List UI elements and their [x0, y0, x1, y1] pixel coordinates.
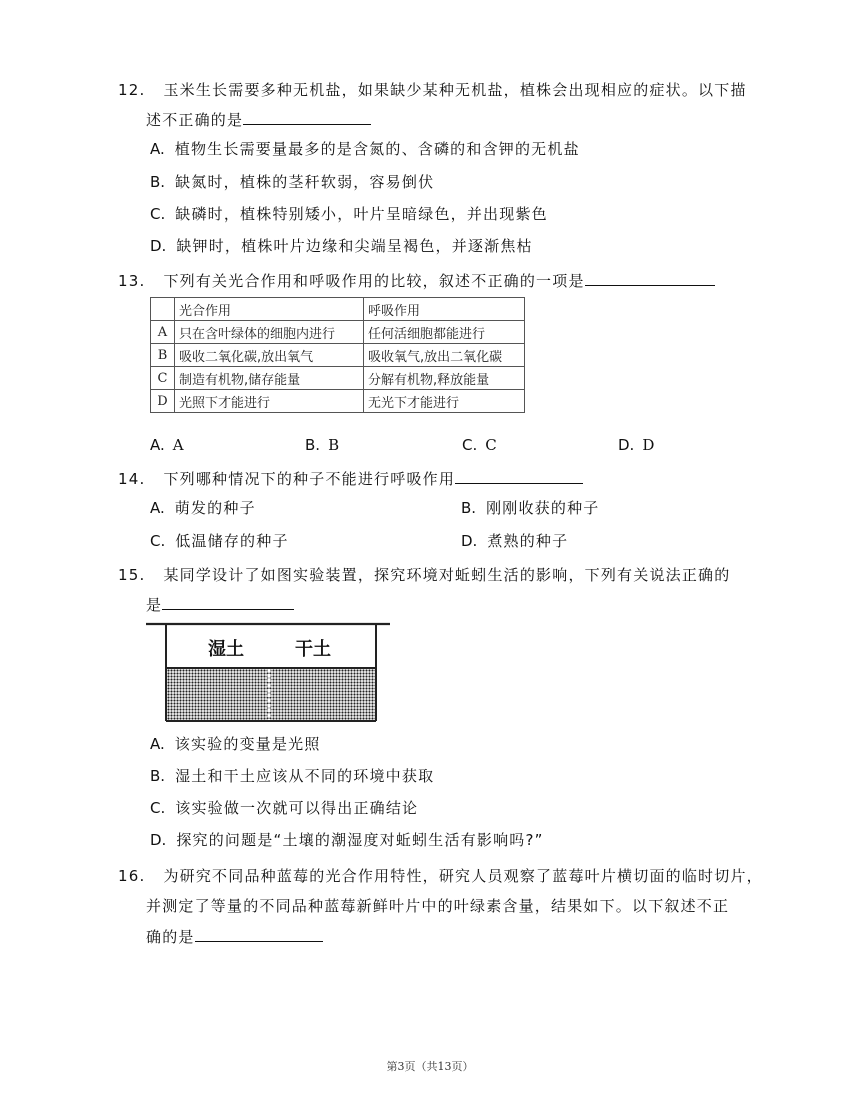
q12-number: 12. — [118, 81, 146, 99]
table-header-row — [151, 298, 525, 321]
table-row — [151, 344, 525, 367]
table-cell: 光照下才能进行 — [175, 390, 364, 413]
q12-stem-text: 玉米生长需要多种无机盐，如果缺少某种无机盐，植株会出现相应的症状。以下描 — [163, 81, 747, 99]
row-key: B — [151, 344, 175, 367]
table-cell: 任何活细胞都能进行 — [364, 321, 525, 344]
option-text: 低温储存的种子 — [175, 532, 289, 550]
q16-stem-line3 — [146, 927, 323, 946]
q13-number: 13. — [118, 272, 146, 290]
table-cell: 无光下才能进行 — [364, 390, 525, 413]
q13-option-a[interactable] — [150, 436, 184, 454]
table-cell: 吸收氧气,放出二氧化碳 — [364, 344, 525, 367]
option-label: D. — [150, 831, 167, 849]
q15-number: 15. — [118, 566, 146, 584]
q12-option-b[interactable] — [150, 173, 434, 191]
row-key: C — [151, 367, 175, 390]
q14-stem-text: 下列哪种情况下的种子不能进行呼吸作用 — [163, 470, 456, 488]
q12-stem-line2 — [146, 110, 371, 129]
answer-blank[interactable] — [455, 469, 583, 484]
q12-option-c[interactable] — [150, 205, 548, 223]
option-label: C. — [150, 799, 166, 817]
q14-number: 14. — [118, 470, 146, 488]
option-text: 缺钾时，植株叶片边缘和尖端呈褐色，并逐渐焦枯 — [176, 237, 533, 255]
option-label: C. — [462, 436, 478, 454]
table-cell: 只在含叶绿体的细胞内进行 — [175, 321, 364, 344]
dry-soil-label: 干土 — [295, 639, 331, 660]
option-label: A. — [150, 735, 165, 753]
option-text: 刚刚收获的种子 — [486, 499, 600, 517]
q16-stem-line2 — [146, 897, 729, 915]
option-label: A. — [150, 436, 165, 454]
row-key: A — [151, 321, 175, 344]
option-text: 萌发的种子 — [174, 499, 256, 517]
comparison-table — [150, 297, 525, 413]
q15-option-a[interactable] — [150, 735, 321, 753]
q15-option-d[interactable] — [150, 831, 544, 849]
table-row — [151, 390, 525, 413]
q14-option-d[interactable] — [461, 532, 568, 550]
option-text: 探究的问题是“土壤的潮湿度对蚯蚓生活有影响吗?” — [176, 831, 544, 849]
q15-stem-text: 某同学设计了如图实验装置，探究环境对蚯蚓生活的影响，下列有关说法正确的 — [163, 566, 731, 584]
option-label: D. — [618, 436, 635, 454]
q12-option-a[interactable] — [150, 140, 580, 158]
option-text: D — [642, 436, 655, 454]
option-text: B — [328, 436, 340, 454]
answer-blank[interactable] — [243, 110, 371, 125]
option-text: 湿土和干土应该从不同的环境中获取 — [175, 767, 435, 785]
option-label: D. — [461, 532, 478, 550]
option-label: C. — [150, 205, 166, 223]
q15-option-b[interactable] — [150, 767, 434, 785]
option-label: B. — [150, 173, 166, 191]
table-cell: 吸收二氧化碳,放出氧气 — [175, 344, 364, 367]
q14-option-a[interactable] — [150, 499, 256, 517]
option-label: A. — [150, 499, 165, 517]
answer-blank[interactable] — [162, 595, 294, 610]
option-text: 该实验做一次就可以得出正确结论 — [175, 799, 419, 817]
table-cell — [151, 298, 175, 321]
option-label: B. — [305, 436, 321, 454]
q16-stem-text2: 并测定了等量的不同品种蓝莓新鲜叶片中的叶绿素含量，结果如下。以下叙述不正 — [146, 897, 730, 915]
soil-layer — [167, 669, 375, 720]
q15-stem-line1 — [118, 566, 730, 584]
q16-stem-text3: 确的是 — [146, 928, 195, 946]
option-text: 缺磷时，植株特别矮小，叶片呈暗绿色，并出现紫色 — [175, 205, 548, 223]
answer-blank[interactable] — [195, 927, 323, 942]
table-cell: 分解有机物,释放能量 — [364, 367, 525, 390]
q16-stem-text: 为研究不同品种蓝莓的光合作用特性，研究人员观察了蓝莓叶片横切面的临时切片， — [163, 867, 763, 885]
q14-stem-line1 — [118, 469, 583, 488]
option-label: A. — [150, 140, 165, 158]
table-cell: 制造有机物,储存能量 — [175, 367, 364, 390]
table-header-respiration: 呼吸作用 — [364, 298, 525, 321]
q13-stem-text: 下列有关光合作用和呼吸作用的比较，叙述不正确的一项是 — [163, 272, 585, 290]
answer-blank[interactable] — [585, 271, 715, 286]
q14-option-c[interactable] — [150, 532, 289, 550]
table-row — [151, 367, 525, 390]
page-footer: 第3页（共13页） — [386, 1060, 474, 1073]
option-text: 缺氮时，植株的茎秆软弱，容易倒伏 — [175, 173, 435, 191]
q13-option-b[interactable] — [305, 436, 339, 454]
option-text: 该实验的变量是光照 — [174, 735, 321, 753]
q16-number: 16. — [118, 867, 146, 885]
q13-option-d[interactable] — [618, 436, 654, 454]
option-text: A — [172, 436, 184, 454]
q12-option-d[interactable] — [150, 237, 533, 255]
table-header-photosynthesis: 光合作用 — [175, 298, 364, 321]
option-text: C — [485, 436, 497, 454]
q13-stem-line1 — [118, 271, 715, 290]
option-label: D. — [150, 237, 167, 255]
table-row — [151, 321, 525, 344]
option-label: B. — [150, 767, 166, 785]
q12-stem-text2: 述不正确的是 — [146, 111, 244, 129]
q15-stem-line2 — [146, 595, 294, 614]
q12-stem-line1 — [118, 81, 747, 99]
q15-option-c[interactable] — [150, 799, 418, 817]
q15-stem-text2: 是 — [146, 596, 163, 614]
q16-stem-line1 — [118, 867, 763, 885]
option-text: 植物生长需要量最多的是含氮的、含磷的和含钾的无机盐 — [174, 140, 580, 158]
q14-option-b[interactable] — [461, 499, 599, 517]
option-text: 煮熟的种子 — [487, 532, 569, 550]
q13-option-c[interactable] — [462, 436, 497, 454]
option-label: C. — [150, 532, 166, 550]
option-label: B. — [461, 499, 477, 517]
wet-soil-label: 湿土 — [208, 639, 244, 660]
earthworm-experiment-figure — [146, 621, 390, 723]
row-key: D — [151, 390, 175, 413]
